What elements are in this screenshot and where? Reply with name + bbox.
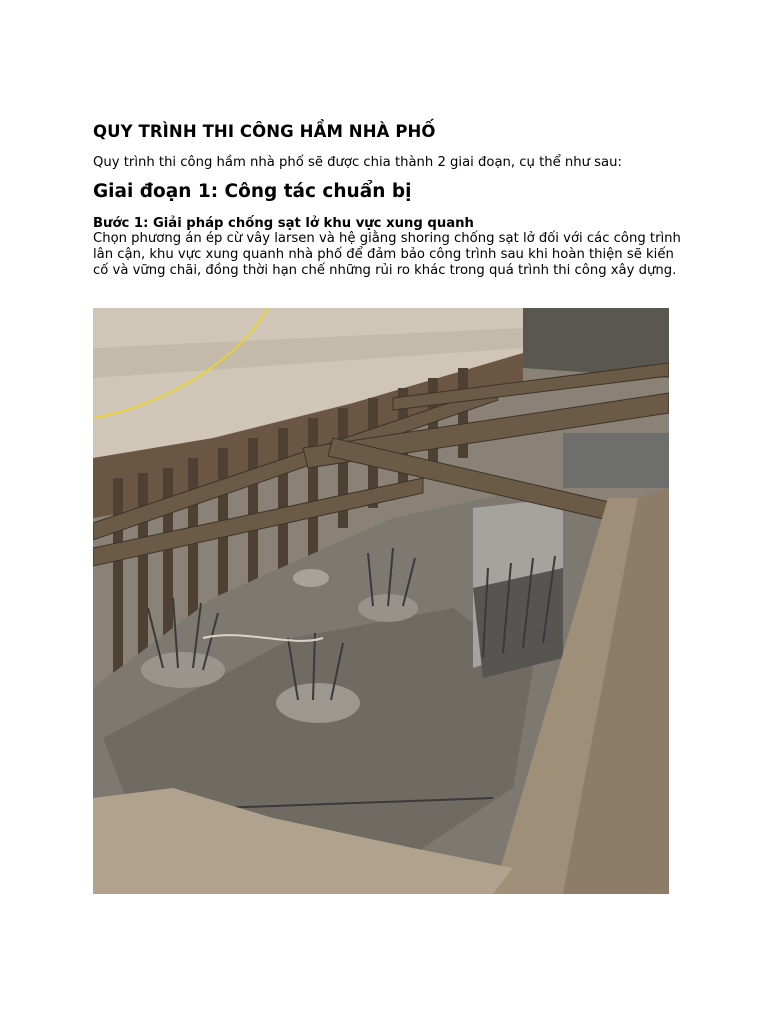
step-title: Bước 1: Giải pháp chống sạt lở khu vực xung quanh: [93, 216, 474, 231]
section-heading: Giai đoạn 1: Công tác chuẩn bị: [93, 181, 412, 202]
document-title: QUY TRÌNH THI CÔNG HẦM NHÀ PHỐ: [93, 122, 436, 141]
intro-paragraph: Quy trình thi công hầm nhà phố sẽ được chia thành 2 giai đoạn, cụ thể như sau:: [93, 155, 622, 170]
step-body: Chọn phương án ép cừ vây larsen và hệ giằng shoring chống sạt lở đối với các công trình lân cận, khu vực xung quanh nhà phố để đảm bảo công trình sau khi hoàn thiện sẽ kiến cố và vững chãi, đồng thời hạn chế những rủi ro khác trong quá trình thi công xây dựng.: [93, 231, 681, 278]
construction-photo: [93, 308, 669, 894]
